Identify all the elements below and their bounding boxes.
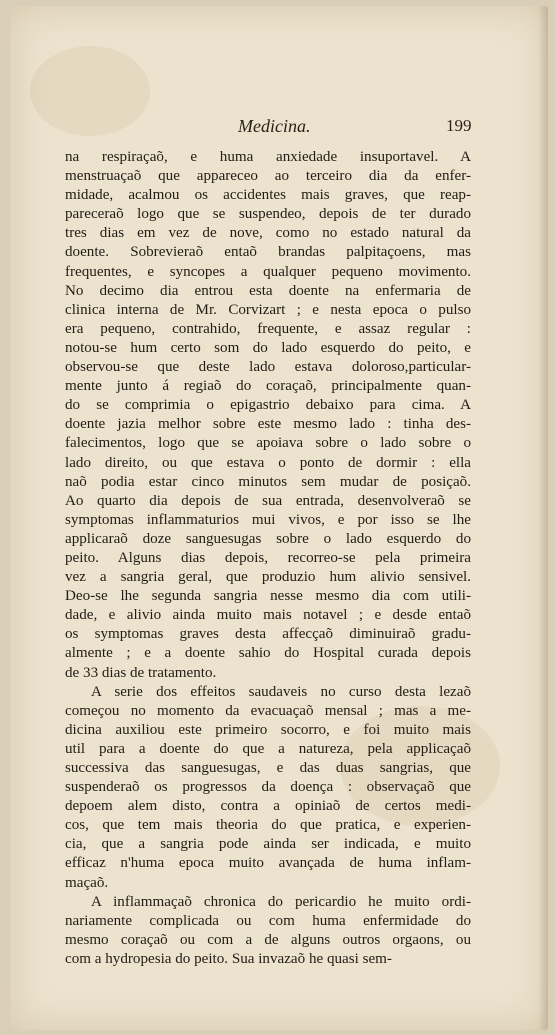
text-line: mente junto á regiaõ do coraçaõ, principalmente quan- <box>65 378 471 395</box>
text-line: de 33 dias de tratamento. <box>65 664 217 681</box>
text-line: doente jazia melhor sobre este mesmo lado : tinha des- <box>65 416 471 433</box>
text-line: No decimo dia entrou esta doente na enfermaria de <box>65 282 471 299</box>
text-line: doente. Sobrevieraõ entaõ brandas palpitaçoens, mas <box>65 244 471 261</box>
text-line: lado direito, ou que estava o ponto de dormir : ella <box>65 454 471 471</box>
text-line: depoem alem disto, contra a opiniaõ de certos medi- <box>65 798 471 815</box>
text-line: applicaraõ doze sanguesugas sobre o lado esquerdo do <box>65 530 471 547</box>
text-line: era pequeno, contrahido, frequente, e assaz regular : <box>65 320 471 337</box>
text-line: dicina auxiliou este primeiro socorro, e foi muito mais <box>65 721 471 738</box>
text-line: menstruaçaõ que appareceo ao terceiro dia da enfer- <box>65 168 471 185</box>
text-line: frequentes, e syncopes a qualquer pequeno movimento. <box>65 263 471 280</box>
text-line: vez a sangria geral, que produzio hum alivio sensivel. <box>65 569 471 586</box>
text-line: A serie dos effeitos saudaveis no curso desta lezaõ <box>91 683 471 700</box>
text-line: começou no momento da evacuaçaõ mensal ; mas a me- <box>65 702 471 719</box>
paragraph <box>65 893 471 969</box>
text-line: os symptomas graves desta affecçaõ diminuiraõ gradu- <box>65 626 471 643</box>
text-line: falecimentos, logo que se apoiava sobre o lado sobre o <box>65 435 471 452</box>
text-line: notou-se hum certo som do lado esquerdo do peito, e <box>65 339 471 356</box>
running-title: Medicina. <box>238 116 311 136</box>
text-line: cia, que a sangria pode ainda ser indicada, e muito <box>65 836 471 853</box>
text-line: efficaz n'huma epoca muito avançada de huma inflam- <box>65 855 471 872</box>
paragraph <box>65 683 471 893</box>
text-line: suspenderaõ os progressos da doença : observaçaõ que <box>65 779 471 796</box>
text-line: nariamente complicada ou com huma enfermidade do <box>65 912 471 929</box>
text-line: pareceraõ logo que se suspendeo, depois de ter durado <box>65 206 471 223</box>
text-line: midade, acalmou os accidentes mais graves, que reap- <box>65 187 471 204</box>
text-line: mesmo coraçaõ ou com a de alguns outros orgaons, ou <box>65 931 471 948</box>
text-line: naõ podia estar cinco minutos sem mudar de posiçaõ. <box>65 473 471 490</box>
text-line: maçaõ. <box>65 874 109 891</box>
text-line: symptomas inflammaturios mui vivos, e por isso se lhe <box>65 511 471 528</box>
text-line: com a hydropesia do peito. Sua invazaõ he quasi sem- <box>65 950 392 967</box>
text-line: peito. Alguns dias depois, recorreo-se pela primeira <box>65 549 471 566</box>
text-line: dade, e alivio ainda muito mais notavel ; e desde entaõ <box>65 607 471 624</box>
text-line: do se comprimia o epigastrio debaixo para cima. A <box>65 397 471 414</box>
text-line: util para a doente do que a natureza, pela applicaçaõ <box>65 740 471 757</box>
text-line: A inflammaçaõ chronica do pericardio he muito ordi- <box>91 893 471 910</box>
text-line: clinica interna de Mr. Corvizart ; e nesta epoca o pulso <box>65 301 471 318</box>
text-line: na respiraçaõ, e huma anxiedade insuportavel. A <box>65 149 471 165</box>
page-number: 199 <box>446 116 472 135</box>
text-line: Ao quarto dia depois de sua entrada, desenvolveraõ se <box>65 492 471 509</box>
text-line: almente ; e a doente sahio do Hospital curada depois <box>65 645 471 662</box>
paragraph <box>65 148 471 683</box>
text-line: tres dias em vez de nove, como no estado natural da <box>65 225 471 242</box>
text-line: observou-se que deste lado estava doloroso,particular- <box>65 359 471 376</box>
text-line: cos, que tem mais theoria do que pratica, e experien- <box>65 817 471 834</box>
page-edge-shadow <box>538 6 548 1030</box>
body-text <box>65 148 471 969</box>
text-line: Deo-se lhe segunda sangria nesse mesmo dia com utili- <box>65 588 471 605</box>
page-header <box>10 116 548 146</box>
text-line: successiva das sanguesugas, e das duas sangrias, que <box>65 760 471 776</box>
